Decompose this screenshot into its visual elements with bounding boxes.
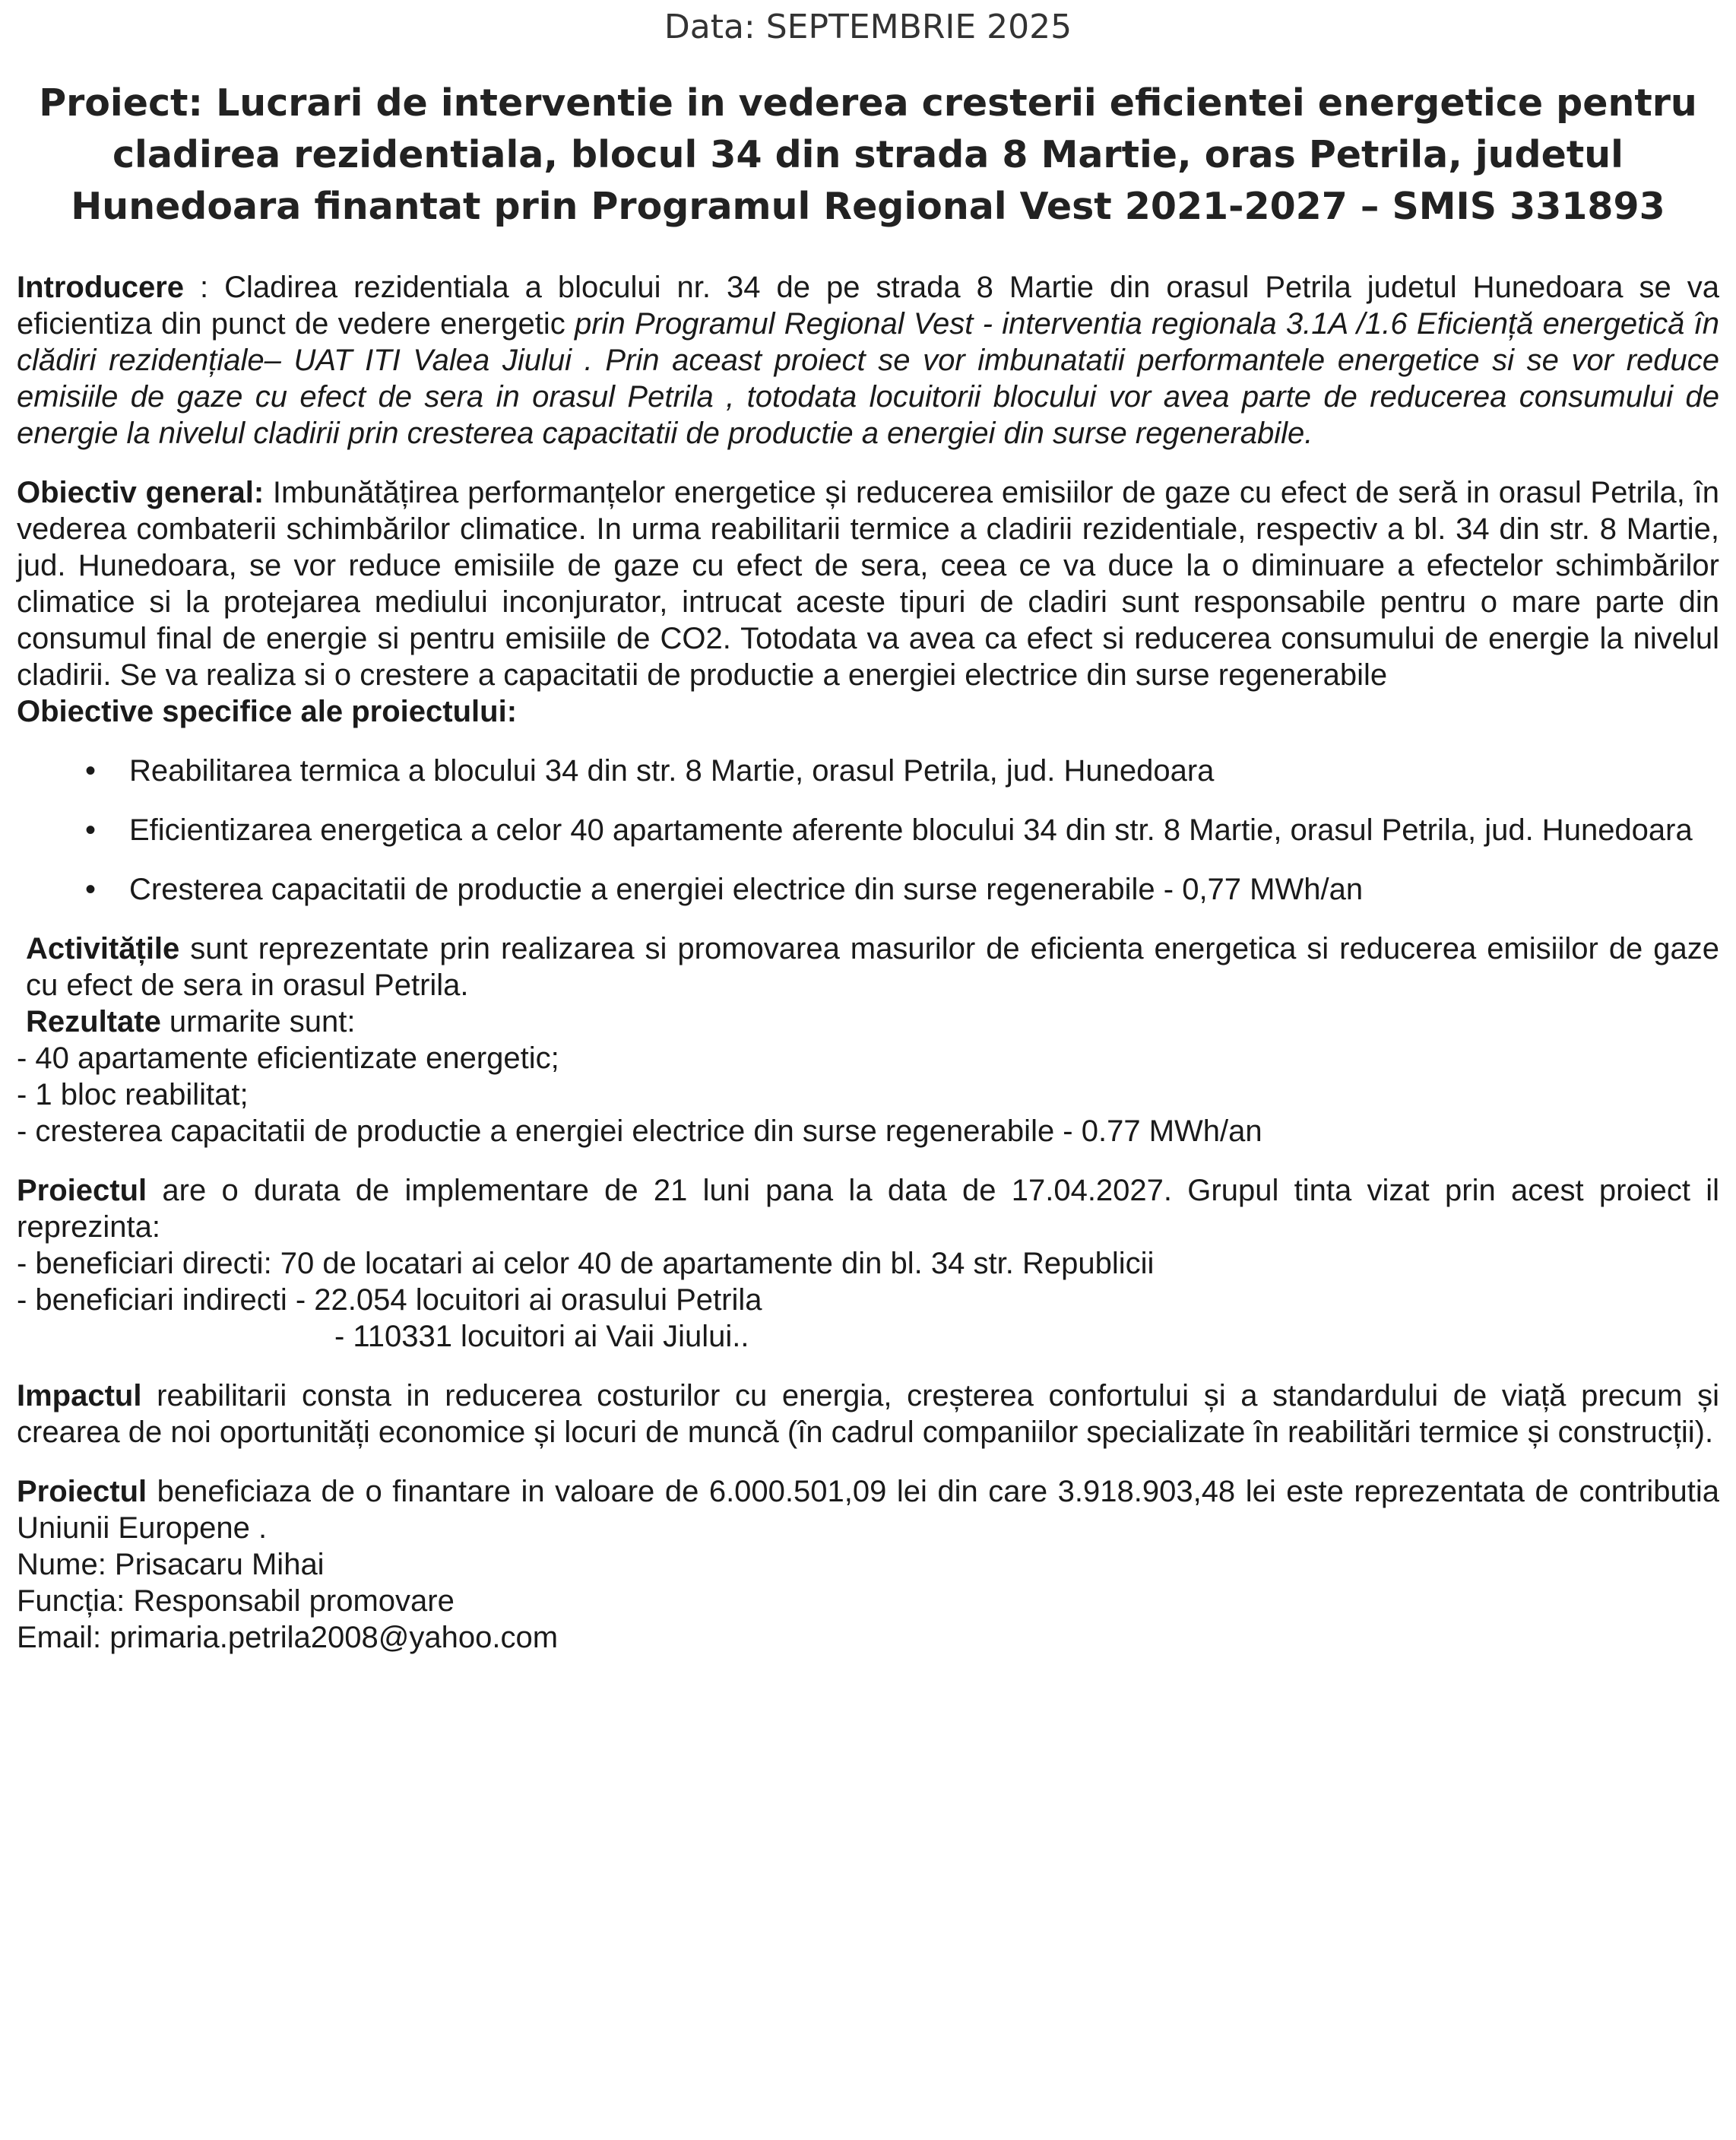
bullet-icon: •: [84, 754, 96, 788]
activitati-label: Activitățile: [26, 932, 180, 965]
list-item: • Cresterea capacitatii de productie a energiei electrice din surse regenerabile - 0,77 MWh/an: [17, 871, 1719, 908]
obiectiv-general-paragraph: [17, 474, 1719, 693]
beneficiari-directi: - beneficiari directi: 70 de locatari ai celor 40 de apartamente din bl. 34 str. Republicii: [17, 1247, 1155, 1280]
rezultate-paragraph: [17, 1003, 1719, 1040]
obiective-specifice-heading: Obiective specifice ale proiectului:: [17, 695, 518, 728]
rezultate-item: - cresterea capacitatii de productie a energiei electrice din surse regenerabile - 0.77 MWh/an: [17, 1114, 1262, 1148]
obiective-specifice-list: [17, 753, 1719, 908]
rezultate-text: urmarite sunt:: [160, 1005, 356, 1038]
proiectul-durata-text: are o durata de implementare de 21 luni pana la data de 17.04.2027. Grupul tinta vizat prin acest proiect il reprezinta:: [17, 1174, 1719, 1244]
proiectul-durata-paragraph: [17, 1172, 1719, 1245]
impact-paragraph: [17, 1378, 1719, 1450]
contact-name: Nume: Prisacaru Mihai: [17, 1548, 325, 1581]
activitati-text: sunt reprezentate prin realizarea si promovarea masurilor de eficienta energetica si reducerea emisiilor de gaze cu efect de sera in orasul Petrila.: [26, 932, 1719, 1002]
finantare-text: beneficiaza de o finantare in valoare de 6.000.501,09 lei din care 3.918.903,48 lei este reprezentata de contributia Uniunii Europene .: [17, 1475, 1719, 1545]
introducere-paragraph: [17, 269, 1719, 452]
rezultate-label: Rezultate: [26, 1005, 161, 1038]
project-title: Proiect: Lucrari de interventie in vederea cresterii eficientei energetice pentru cladirea rezidentiala, blocul 34 din strada 8 Martie, oras Petrila, judetul Hunedoara finantat prin Programul Regional Vest 2021-2027 – SMIS 331893: [39, 81, 1697, 228]
impact-text: reabilitarii consta in reducerea costurilor cu energia, creșterea confortului și a standardului de viață precum și crearea de noi oportunități economice și locuri de muncă (în cadrul companiilor specializate în reabilitări termice și construcții).: [17, 1379, 1719, 1449]
contact-email[interactable]: Email: primaria.petrila2008@yahoo.com: [17, 1621, 559, 1654]
activitati-paragraph: [17, 931, 1719, 1003]
rezultate-item: - 1 bloc reabilitat;: [17, 1078, 249, 1111]
document-page: [17, 0, 1719, 1656]
rezultate-item: - 40 apartamente eficientizate energetic;: [17, 1041, 559, 1075]
document-date: Data: SEPTEMBRIE 2025: [664, 8, 1072, 46]
bullet-icon: •: [84, 873, 96, 906]
obiectiv-general-text: Imbunătățirea performanțelor energetice și reducerea emisiilor de gaze cu efect de seră in orasul Petrila, în vederea combaterii schimbărilor climatice. In urma reabilitarii termice a cladirii rezidentiale, respectiv a bl. 34 din str. 8 Martie, jud. Hunedoara, se vor reduce emisiile de gaze cu efect de sera, ceea ce va duce la o diminuare a efectelor schimbărilor climatice si la protejarea mediului inconjurator, intrucat aceste tipuri de cladiri sunt responsabile pentru o mare parte din consumul final de energie si pentru emisiile de CO2. Totodata va avea ca efect si reducerea consumului de energie la nivelul cladirii. Se va realiza si o crestere a capacitatii de productie a energiei electrice din surse regenerabile: [17, 476, 1719, 692]
list-item: • Eficientizarea energetica a celor 40 apartamente aferente blocului 34 din str. 8 Martie, orasul Petrila, jud. Hunedoara: [17, 812, 1719, 848]
impact-label: Impactul: [17, 1379, 142, 1412]
list-item: • Reabilitarea termica a blocului 34 din str. 8 Martie, orasul Petrila, jud. Hunedoara: [17, 753, 1719, 789]
finantare-label: Proiectul: [17, 1475, 147, 1508]
beneficiari-indirecti-vaii-jiului: - 110331 locuitori ai Vaii Jiului..: [334, 1320, 749, 1353]
contact-role: Funcția: Responsabil promovare: [17, 1584, 455, 1618]
finantare-paragraph: [17, 1473, 1719, 1546]
beneficiari-indirecti: - beneficiari indirecti - 22.054 locuitori ai orasului Petrila: [17, 1283, 762, 1317]
introducere-text: : Cladirea rezidentiala a blocului nr. 34 de pe strada 8 Martie din orasul Petrila judetul Hunedoara se va eficientiza din punct de vedere energetic: [17, 271, 1719, 341]
proiectul-label: Proiectul: [17, 1174, 147, 1207]
introducere-italic-text: prin Programul Regional Vest - interventia regionala 3.1A /1.6 Eficiență energetică în clădiri rezidențiale– UAT ITI Valea Jiului . Prin aceast proiect se vor imbunatatii performantele energetice si se vor reduce emisiile de gaze cu efect de sera in orasul Petrila , totodata locuitorii blocului vor avea parte de reducerea consumului de energie la nivelul cladirii prin cresterea capacitatii de productie a energiei din surse regenerabile.: [17, 307, 1719, 450]
introducere-label: Introducere: [17, 271, 185, 304]
obiectiv-general-label: Obiectiv general:: [17, 476, 265, 509]
bullet-icon: •: [84, 813, 96, 847]
